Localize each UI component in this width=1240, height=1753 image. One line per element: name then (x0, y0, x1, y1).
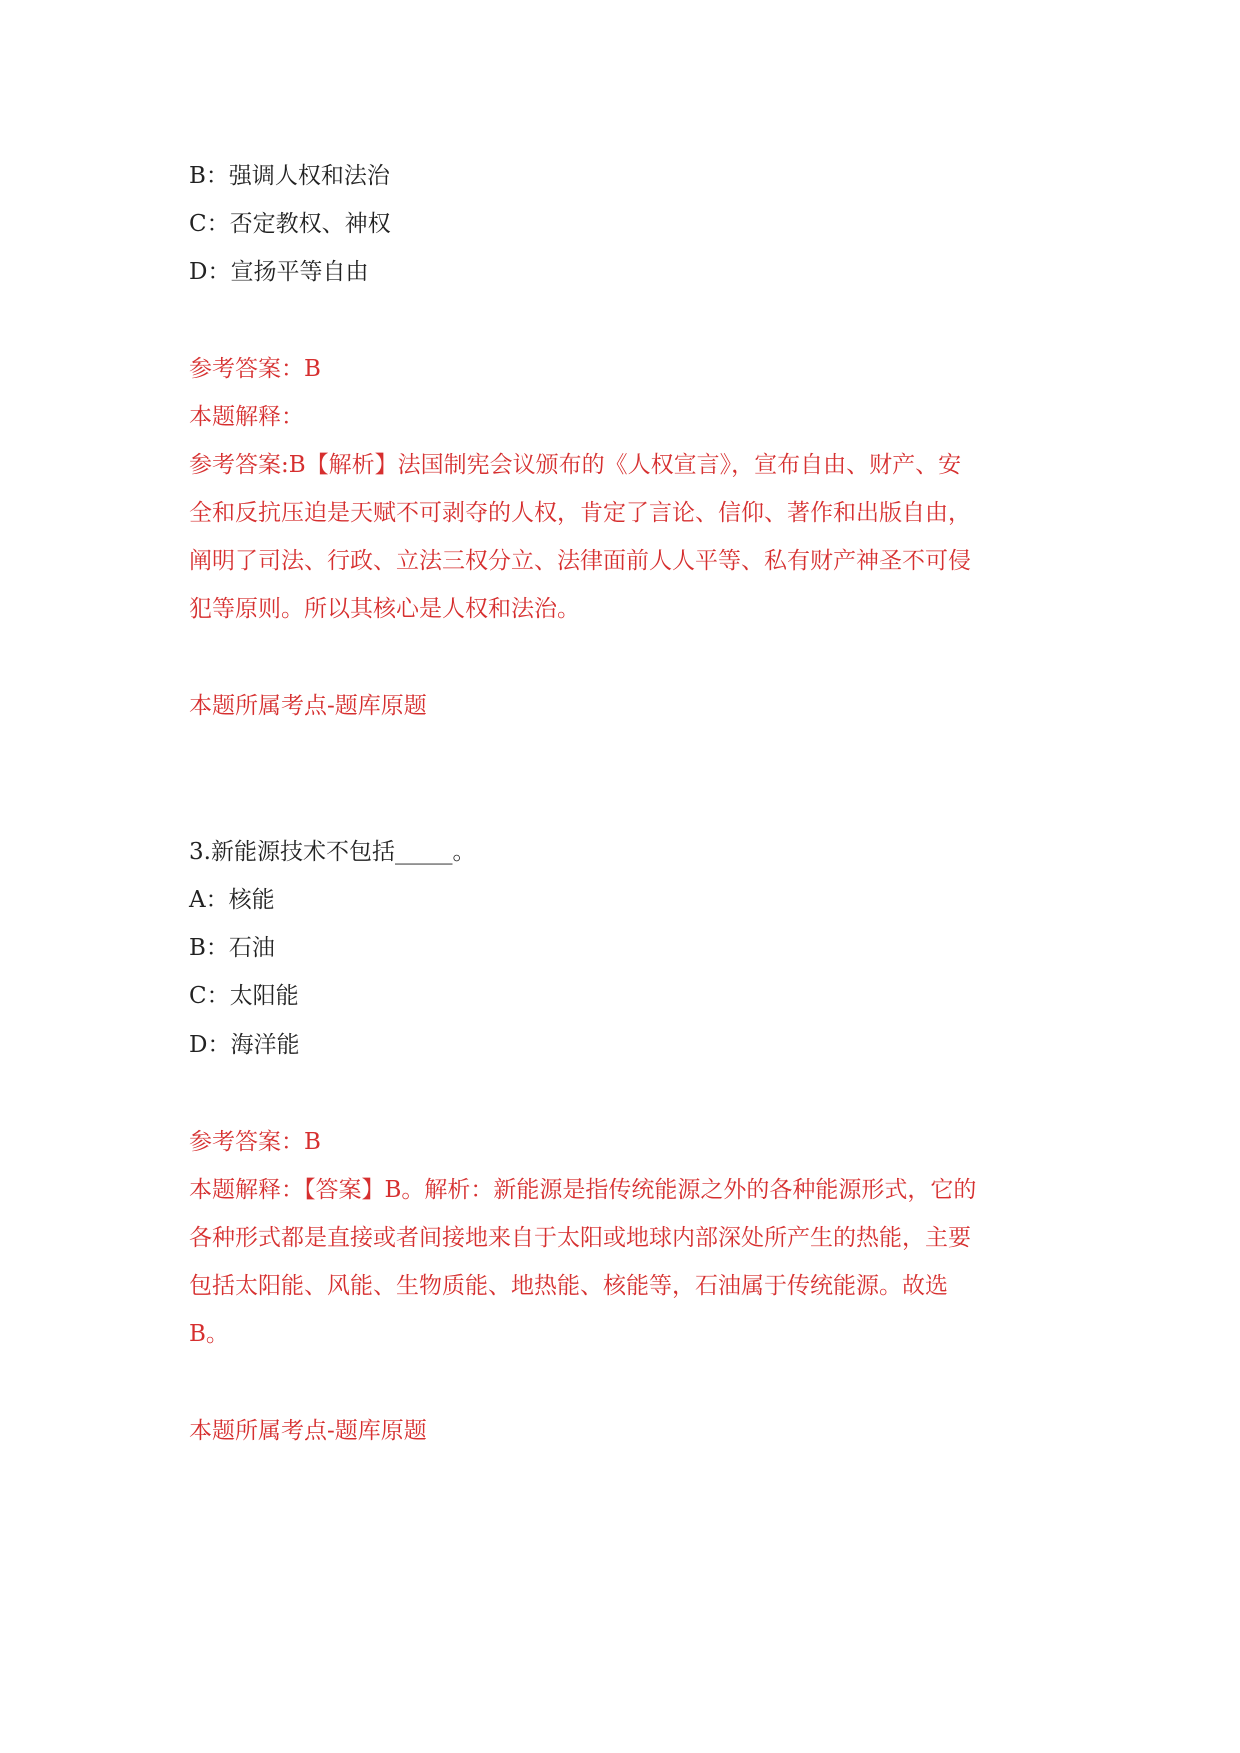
q3-option-b: B：石油 (189, 935, 275, 961)
q3-option-c: C：太阳能 (189, 983, 299, 1009)
q3-explanation-line: 包括太阳能、风能、生物质能、地热能、核能等，石油属于传统能源。故选 (189, 1273, 948, 1299)
q3-source: 本题所属考点-题库原题 (189, 1418, 427, 1444)
q2-explanation-line: 犯等原则。所以其核心是人权和法治。 (189, 596, 580, 622)
q3-option-a: A：核能 (189, 887, 275, 913)
q2-option-d: D：宣扬平等自由 (189, 259, 369, 285)
q3-answer: 参考答案：B (189, 1129, 321, 1155)
q2-source: 本题所属考点-题库原题 (189, 693, 427, 719)
q3-question: 3.新能源技术不包括_____。 (189, 839, 476, 865)
q2-option-c: C：否定教权、神权 (189, 211, 391, 237)
q3-explanation-line: B。 (189, 1321, 229, 1347)
q3-explanation-line: 各种形式都是直接或者间接地来自于太阳或地球内部深处所产生的热能，主要 (189, 1225, 971, 1251)
q2-explanation-line: 全和反抗压迫是天赋不可剥夺的人权，肯定了言论、信仰、著作和出版自由， (189, 500, 971, 526)
q2-option-b: B：强调人权和法治 (189, 163, 390, 189)
q2-explanation-line: 阐明了司法、行政、立法三权分立、法律面前人人平等、私有财产神圣不可侵 (189, 548, 971, 574)
q3-explanation-line: 本题解释：【答案】B。解析：新能源是指传统能源之外的各种能源形式，它的 (189, 1177, 977, 1203)
q2-explanation-line: 参考答案:B【解析】法国制宪会议颁布的《人权宣言》，宣布自由、财产、安 (189, 452, 962, 478)
q3-option-d: D：海洋能 (189, 1032, 300, 1058)
q2-answer: 参考答案：B (189, 356, 321, 382)
q2-explanation-label: 本题解释： (189, 404, 304, 430)
